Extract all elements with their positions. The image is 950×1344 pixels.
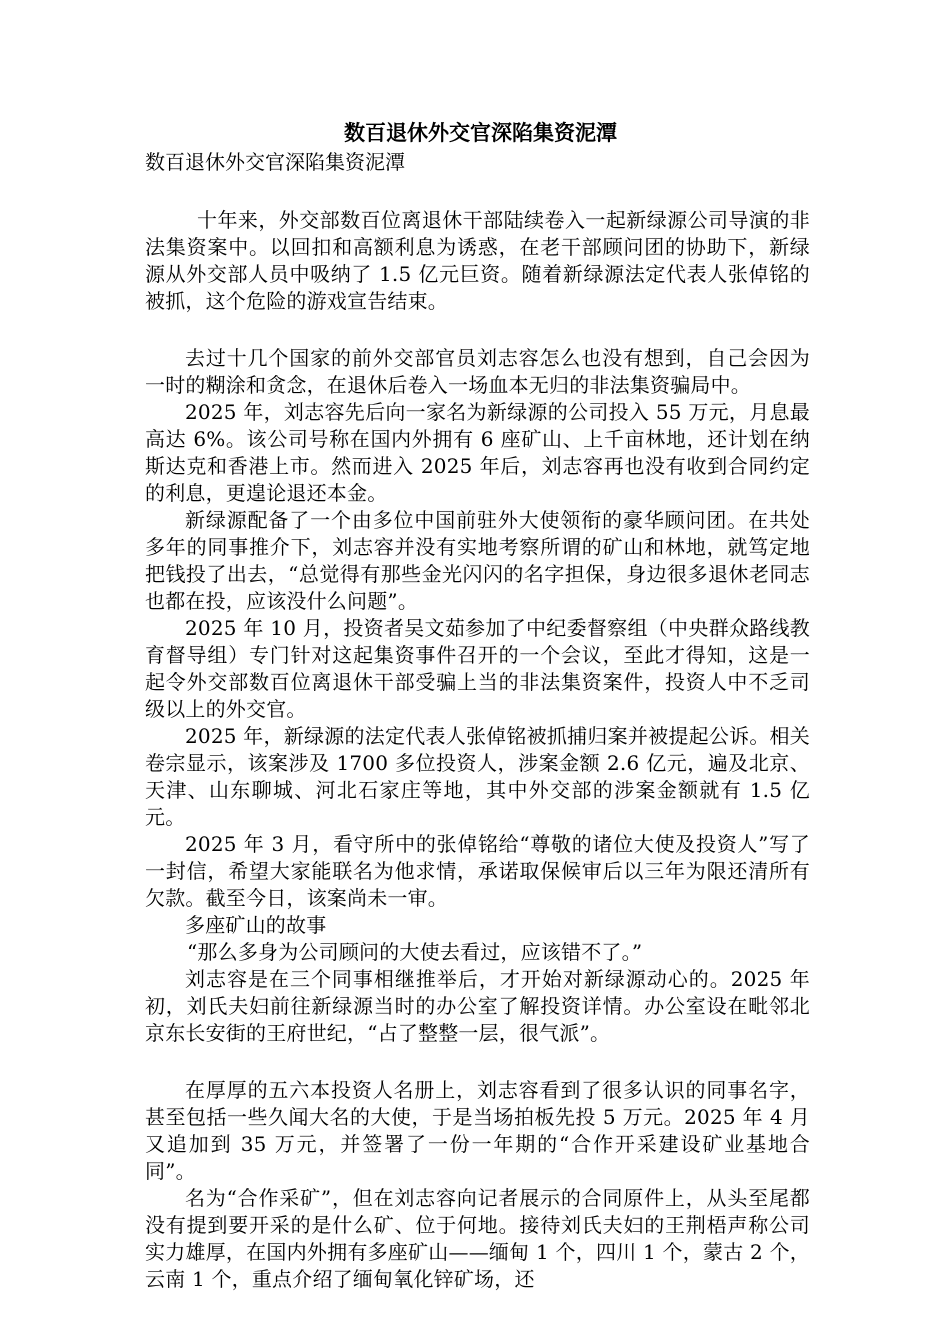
document-page [145,118,810,1293]
paragraph-6: 2025 年，新绿源的法定代表人张倬铭被抓捕归案并被提起公诉。相关卷宗显示，该案涉及 1700 多位投资人，涉案金额 2.6 亿元，遍及北京、天津、山东聊城、河北石家庄等地，其中外交部的涉案金额就有 1.5 亿元。 [145,724,810,829]
quote-paragraph: “那么多身为公司顾问的大使去看过，应该错不了。” [187,940,643,964]
paragraph-2: 去过十几个国家的前外交部官员刘志容怎么也没有想到，自己会因为一时的糊涂和贪念，在退休后卷入一场血本无归的非法集资骗局中。 [145,346,810,397]
paragraph-9: 在厚厚的五六本投资人名册上，刘志容看到了很多认识的同事名字，甚至包括一些久闻大名的大使，于是当场拍板先投 5 万元。2025 年 4 月又追加到 35 万元，并签署了一份一年期的“合作开采建设矿业基地合同”。 [145,1078,810,1183]
paragraph-5: 2025 年 10 月，投资者吴文茹参加了中纪委督察组（中央群众路线教育督导组）专门针对这起集资事件召开的一个会议，至此才得知，这是一起令外交部数百位离退休干部受骗上当的非法集资案件，投资人中不乏司级以上的外交官。 [145,616,810,721]
paragraph-7: 2025 年 3 月，看守所中的张倬铭给“尊敬的诸位大使及投资人”写了一封信，希望大家能联名为他求情，承诺取保候审后以三年为限还清所有欠款。截至今日，该案尚未一审。 [145,832,810,910]
section-heading: 多座矿山的故事 [185,913,327,937]
paragraph-8: 刘志容是在三个同事相继推举后，才开始对新绿源动心的。2025 年初，刘氏夫妇前往新绿源当时的办公室了解投资详情。办公室设在毗邻北京东长安街的王府世纪，“占了整整一层，很气派”。 [145,967,810,1045]
document-title: 数百退休外交官深陷集资泥潭 [344,120,617,145]
paragraph-10: 名为“合作采矿”，但在刘志容向记者展示的合同原件上，从头至尾都没有提到要开采的是什么矿、位于何地。接待刘氏夫妇的王荆梧声称公司实力雄厚，在国内外拥有多座矿山——缅甸 1 个，四川 1 个，蒙古 2 个，云南 1 个，重点介绍了缅甸氧化锌矿场，还 [145,1186,810,1291]
document-subtitle: 数百退休外交官深陷集资泥潭 [145,150,405,174]
paragraph-4: 新绿源配备了一个由多位中国前驻外大使领衔的豪华顾问团。在共处多年的同事推介下，刘志容并没有实地考察所谓的矿山和林地，就笃定地把钱投了出去，“总觉得有那些金光闪闪的名字担保，身边很多退休老同志也都在投，应该没什么问题”。 [145,508,810,613]
paragraph-1: 十年来，外交部数百位离退休干部陆续卷入一起新绿源公司导演的非法集资案中。以回扣和高额利息为诱惑，在老干部顾问团的协助下，新绿源从外交部人员中吸纳了 1.5 亿元巨资。随着新绿源法定代表人张倬铭的被抓，这个危险的游戏宣告结束。 [145,208,810,313]
paragraph-3: 2025 年，刘志容先后向一家名为新绿源的公司投入 55 万元，月息最高达 6%。该公司号称在国内外拥有 6 座矿山、上千亩林地，还计划在纳斯达克和香港上市。然而进入 2025 年后，刘志容再也没有收到合同约定的利息，更遑论退还本金。 [145,400,810,505]
